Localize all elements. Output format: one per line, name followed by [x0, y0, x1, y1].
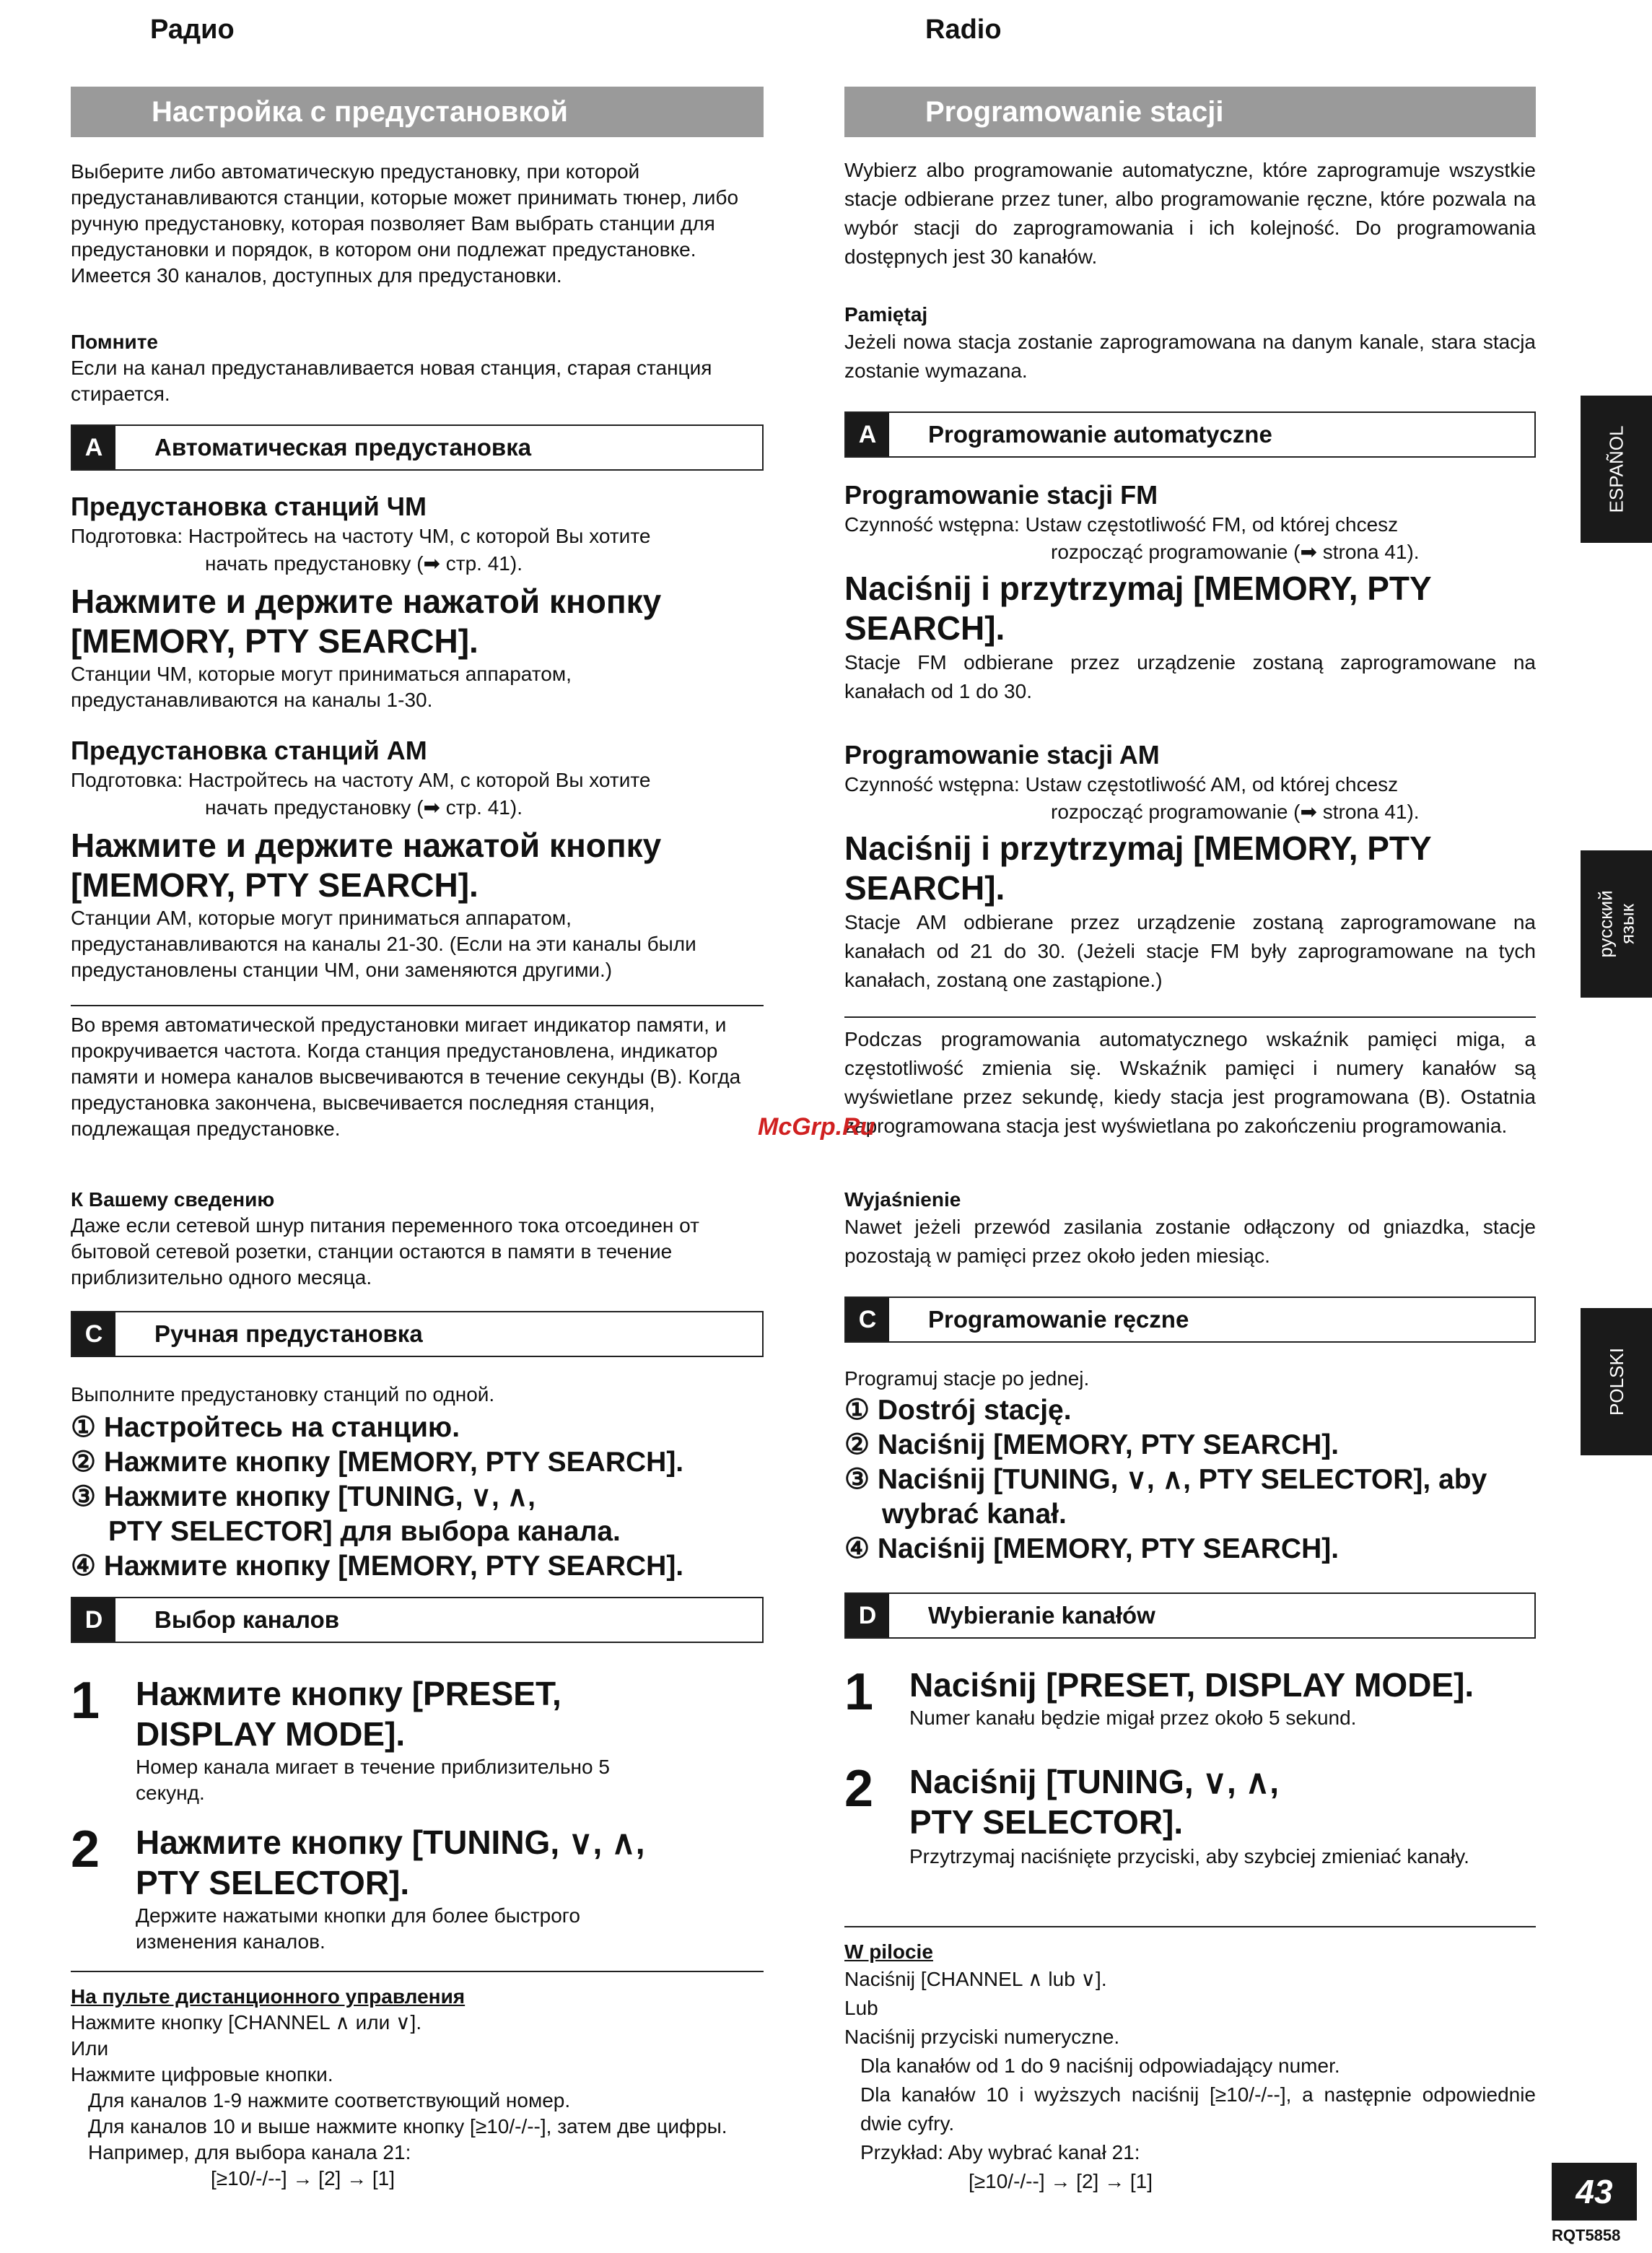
left-am-title: Предустановка станций АМ — [71, 736, 427, 765]
left-step1-text: Номер канала мигает в течение приблизительно 5 секунд. — [136, 1756, 610, 1804]
left-remote-line: Нажмите цифровые кнопки. — [71, 2063, 333, 2086]
step-number: 1 — [844, 1663, 874, 1721]
right-during-text: Podczas programowania automatycznego wskaźnik pamięci miga, a częstotliwość zmienia się. Wskaźnik pamięci i numery kanałów są wyświetlane przez sekundę, kiedy stacja jest programowana (B). Ostatnia zaprogramowana stacja jest wyświetlana po zakończeniu programowania. — [844, 1028, 1536, 1137]
section-d-label: Выбор каналов — [154, 1606, 340, 1633]
right-step2-text: Przytrzymaj naciśnięte przyciski, aby szybciej zmieniać kanały. — [909, 1845, 1469, 1868]
right-fm-prep-2: rozpocząć programowanie (➡ strona 41). — [1051, 541, 1420, 563]
left-am-block — [71, 735, 764, 983]
left-manual-step: ④ Нажмите кнопку [MEMORY, PTY SEARCH]. — [71, 1551, 684, 1582]
right-remote-title: W pilocie — [844, 1940, 933, 1963]
right-am-action: Naciśnij i przytrzymaj [MEMORY, PTY SEARCH]. — [844, 829, 1431, 907]
right-fm-block — [844, 479, 1536, 706]
left-remote-sub: Например, для выбора канала 21: — [88, 2141, 411, 2163]
right-intro-text: Wybierz albo programowanie automatyczne, które zaprogramuje wszystkie stacje odbierane przez tuner, albo programowanie ręczne, które pozwala na wybór stacji do zaprogramowania i ich kolejność. Do programowania dostępnych jest 30 kanałów. — [844, 159, 1536, 268]
left-info-title: К Вашему сведению — [71, 1188, 275, 1211]
left-info — [71, 1187, 764, 1291]
left-am-prep-2: начать предустановку (➡ стр. 41). — [205, 796, 523, 819]
left-am-result: Станции АМ, которые могут приниматься аппаратом, предустанавливаются на каналы 21-30. (Если на эти каналы были предустановлены станции ЧМ, они заменяются другими.) — [71, 907, 696, 981]
left-remote-example: [≥10/-/--] → [2] → [1] — [211, 2167, 395, 2189]
right-info-text: Nawet jeżeli przewód zasilania zostanie odłączony od gniazdka, stacje pozostają w pamięci przez około jeden miesiąc. — [844, 1216, 1536, 1267]
right-am-result: Stacje AM odbierane przez urządzenie zostaną zaprogramowane na kanałach od 21 do 30. (Jeżeli stacje FM były zaprogramowane na tych kanałach, zostaną one zastąpione.) — [844, 911, 1536, 991]
right-title-bar: Programowanie stacji — [844, 87, 1536, 137]
left-am-action: Нажмите и держите нажатой кнопку [MEMORY, PTY SEARCH]. — [71, 827, 662, 904]
left-title-bar: Настройка с предустановкой — [71, 87, 764, 137]
right-section-c — [844, 1297, 1536, 1343]
left-manual-step: PTY SELECTOR] для выбора канала. — [108, 1516, 621, 1547]
left-fm-prep-2: начать предустановку (➡ стр. 41). — [205, 552, 523, 575]
tab-espanol[interactable]: ESPAÑOL — [1581, 396, 1652, 543]
right-section-d — [844, 1592, 1536, 1639]
left-intro-text: Выберите либо автоматическую предустановку, при которой предустанавливаются станции, которые может принимать тюнер, либо ручную предустановку, которая позволяет Вам выбрать станции для предустановки и порядок, в котором они подлежат предустановке. Имеется 30 каналов, доступных для предустановки. — [71, 160, 739, 287]
right-during — [844, 1025, 1536, 1141]
left-manual-step: ② Нажмите кнопку [MEMORY, PTY SEARCH]. — [71, 1447, 684, 1478]
right-remote-example: [≥10/-/--] → [2] → [1] — [969, 2170, 1153, 2192]
left-during-text: Во время автоматической предустановки мигает индикатор памяти, и прокручивается частота. Когда станция предустановлена, индикатор памяти и номера каналов высвечиваются в течение секунды (B). Когда предустановка закончена, высвечивается последняя станция, подлежащая предустановке. — [71, 1014, 741, 1140]
right-step1-title: Naciśnij [PRESET, DISPLAY MODE]. — [909, 1666, 1474, 1704]
page-number: 43 — [1552, 2163, 1637, 2221]
right-am-prep-2: rozpocząć programowanie (➡ strona 41). — [1051, 801, 1420, 823]
right-manual-step: ③ Naciśnij [TUNING, ∨, ∧, PTY SELECTOR], aby — [844, 1464, 1487, 1495]
left-remote-sub: Для каналов 1-9 нажмите соответствующий номер. — [88, 2089, 571, 2112]
right-divider-2 — [844, 1926, 1536, 1927]
right-step-2 — [844, 1761, 1536, 1871]
left-divider-1 — [71, 1005, 764, 1006]
right-am-title: Programowanie stacji AM — [844, 740, 1160, 770]
left-note — [71, 329, 764, 407]
left-intro — [71, 159, 764, 289]
tab-russian[interactable]: русский язык — [1581, 850, 1652, 998]
right-remote-sub: Dla kanałów 10 i wyższych naciśnij [≥10/-/--], a następnie odpowiednie dwie cyfry. — [860, 2083, 1536, 2135]
right-step-1 — [844, 1665, 1536, 1731]
section-c-letter: C — [72, 1312, 115, 1356]
right-fm-action: Naciśnij i przytrzymaj [MEMORY, PTY SEARCH]. — [844, 570, 1431, 647]
right-remote-sub: Przykład: Aby wybrać kanał 21: — [860, 2141, 1140, 2163]
right-am-block — [844, 739, 1536, 995]
watermark: McGrp.Ru — [758, 1113, 875, 1141]
right-manual-step: ② Naciśnij [MEMORY, PTY SEARCH]. — [844, 1429, 1339, 1460]
section-c-letter: C — [846, 1298, 889, 1341]
section-a-label: Автоматическая предустановка — [154, 434, 532, 461]
right-manual-step: ④ Naciśnij [MEMORY, PTY SEARCH]. — [844, 1533, 1339, 1564]
right-note-text: Jeżeli nowa stacja zostanie zaprogramowana na danym kanale, stara stacja zostanie wymazana. — [844, 331, 1536, 382]
left-fm-title: Предустановка станций ЧМ — [71, 492, 427, 521]
right-section-a — [844, 411, 1536, 458]
left-header: Радио — [150, 14, 235, 45]
right-remote-line: Lub — [844, 1997, 878, 2019]
left-step2-text: Держите нажатыми кнопки для более быстрого изменения каналов. — [136, 1904, 580, 1953]
left-during — [71, 1012, 764, 1142]
left-step1-title: Нажмите кнопку [PRESET, DISPLAY MODE]. — [136, 1675, 561, 1753]
left-section-d — [71, 1597, 764, 1643]
left-step-1 — [71, 1673, 764, 1806]
right-note — [844, 302, 1536, 385]
step-number: 2 — [71, 1821, 100, 1878]
tab-polski[interactable]: POLSKI — [1581, 1308, 1652, 1455]
section-c-label: Ручная предустановка — [154, 1320, 423, 1347]
right-note-title: Pamiętaj — [844, 303, 928, 326]
section-d-label: Wybieranie kanałów — [928, 1602, 1155, 1629]
left-manual-intro: Выполните предустановку станций по одной. — [71, 1383, 495, 1406]
left-manual — [71, 1382, 764, 1584]
left-manual-step: ① Настройтесь на станцию. — [71, 1412, 460, 1443]
right-intro — [844, 156, 1536, 271]
right-manual — [844, 1366, 1536, 1566]
section-d-letter: D — [72, 1598, 115, 1642]
right-remote-line: Naciśnij przyciski numeryczne. — [844, 2026, 1120, 2048]
step-number: 1 — [71, 1672, 100, 1730]
left-remote-line: Или — [71, 2037, 109, 2060]
left-manual-step: ③ Нажмите кнопку [TUNING, ∨, ∧, — [71, 1481, 536, 1512]
right-manual-step: ① Dostrój stację. — [844, 1395, 1072, 1426]
right-divider-1 — [844, 1016, 1536, 1018]
right-step1-text: Numer kanału będzie migał przez około 5 sekund. — [909, 1707, 1357, 1729]
left-fm-prep-1: Подготовка: Настройтесь на частоту ЧМ, с которой Вы хотите — [71, 525, 651, 547]
left-fm-action: Нажмите и держите нажатой кнопку [MEMORY, PTY SEARCH]. — [71, 583, 662, 660]
left-remote-title: На пульте дистанционного управления — [71, 1985, 466, 2008]
left-remote — [71, 1984, 764, 2192]
right-step2-title: Naciśnij [TUNING, ∨, ∧, PTY SELECTOR]. — [909, 1763, 1280, 1841]
left-divider-2 — [71, 1971, 764, 1972]
left-section-a — [71, 424, 764, 471]
right-fm-prep-1: Czynność wstępna: Ustaw częstotliwość FM, od której chcesz — [844, 513, 1399, 536]
section-a-letter: A — [846, 413, 889, 456]
left-remote-sub: Для каналов 10 и выше нажмите кнопку [≥10/-/--], затем две цифры. — [88, 2115, 727, 2137]
right-info — [844, 1187, 1536, 1271]
right-remote — [844, 1939, 1536, 2196]
section-a-letter: A — [72, 426, 115, 469]
left-info-text: Даже если сетевой шнур питания переменного тока отсоединен от бытовой сетевой розетки, станции остаются в памяти в течение приблизительно одного месяца. — [71, 1214, 699, 1289]
right-remote-line: Naciśnij [CHANNEL ∧ lub ∨]. — [844, 1968, 1107, 1990]
doc-code: RQT5858 — [1552, 2226, 1621, 2244]
right-am-prep-1: Czynność wstępna: Ustaw częstotliwość AM, od której chcesz — [844, 773, 1399, 796]
section-d-letter: D — [846, 1594, 889, 1637]
right-remote-sub: Dla kanałów od 1 do 9 naciśnij odpowiadający numer. — [860, 2054, 1340, 2077]
right-manual-intro: Programuj stacje po jednej. — [844, 1367, 1090, 1390]
left-section-c — [71, 1311, 764, 1357]
right-info-title: Wyjaśnienie — [844, 1188, 961, 1211]
step-number: 2 — [844, 1760, 874, 1818]
left-step-2 — [71, 1822, 764, 1955]
right-manual-step: wybrać kanał. — [882, 1499, 1067, 1530]
left-note-title: Помните — [71, 331, 158, 353]
left-fm-result: Станции ЧМ, которые могут приниматься аппаратом, предустанавливаются на каналы 1-30. — [71, 663, 572, 711]
left-am-prep-1: Подготовка: Настройтесь на частоту АМ, с которой Вы хотите — [71, 769, 651, 791]
section-c-label: Programowanie ręczne — [928, 1306, 1189, 1333]
right-fm-result: Stacje FM odbierane przez urządzenie zostaną zaprogramowane na kanałach od 1 do 30. — [844, 651, 1536, 702]
section-a-label: Programowanie automatyczne — [928, 421, 1272, 448]
left-fm-block — [71, 491, 764, 713]
left-note-text: Если на канал предустанавливается новая станция, старая станция стирается. — [71, 357, 712, 405]
right-header: Radio — [925, 14, 1002, 45]
left-remote-line: Нажмите кнопку [CHANNEL ∧ или ∨]. — [71, 2011, 422, 2034]
left-step2-title: Нажмите кнопку [TUNING, ∨, ∧, PTY SELECTOR]. — [136, 1823, 645, 1901]
right-fm-title: Programowanie stacji FM — [844, 480, 1158, 510]
